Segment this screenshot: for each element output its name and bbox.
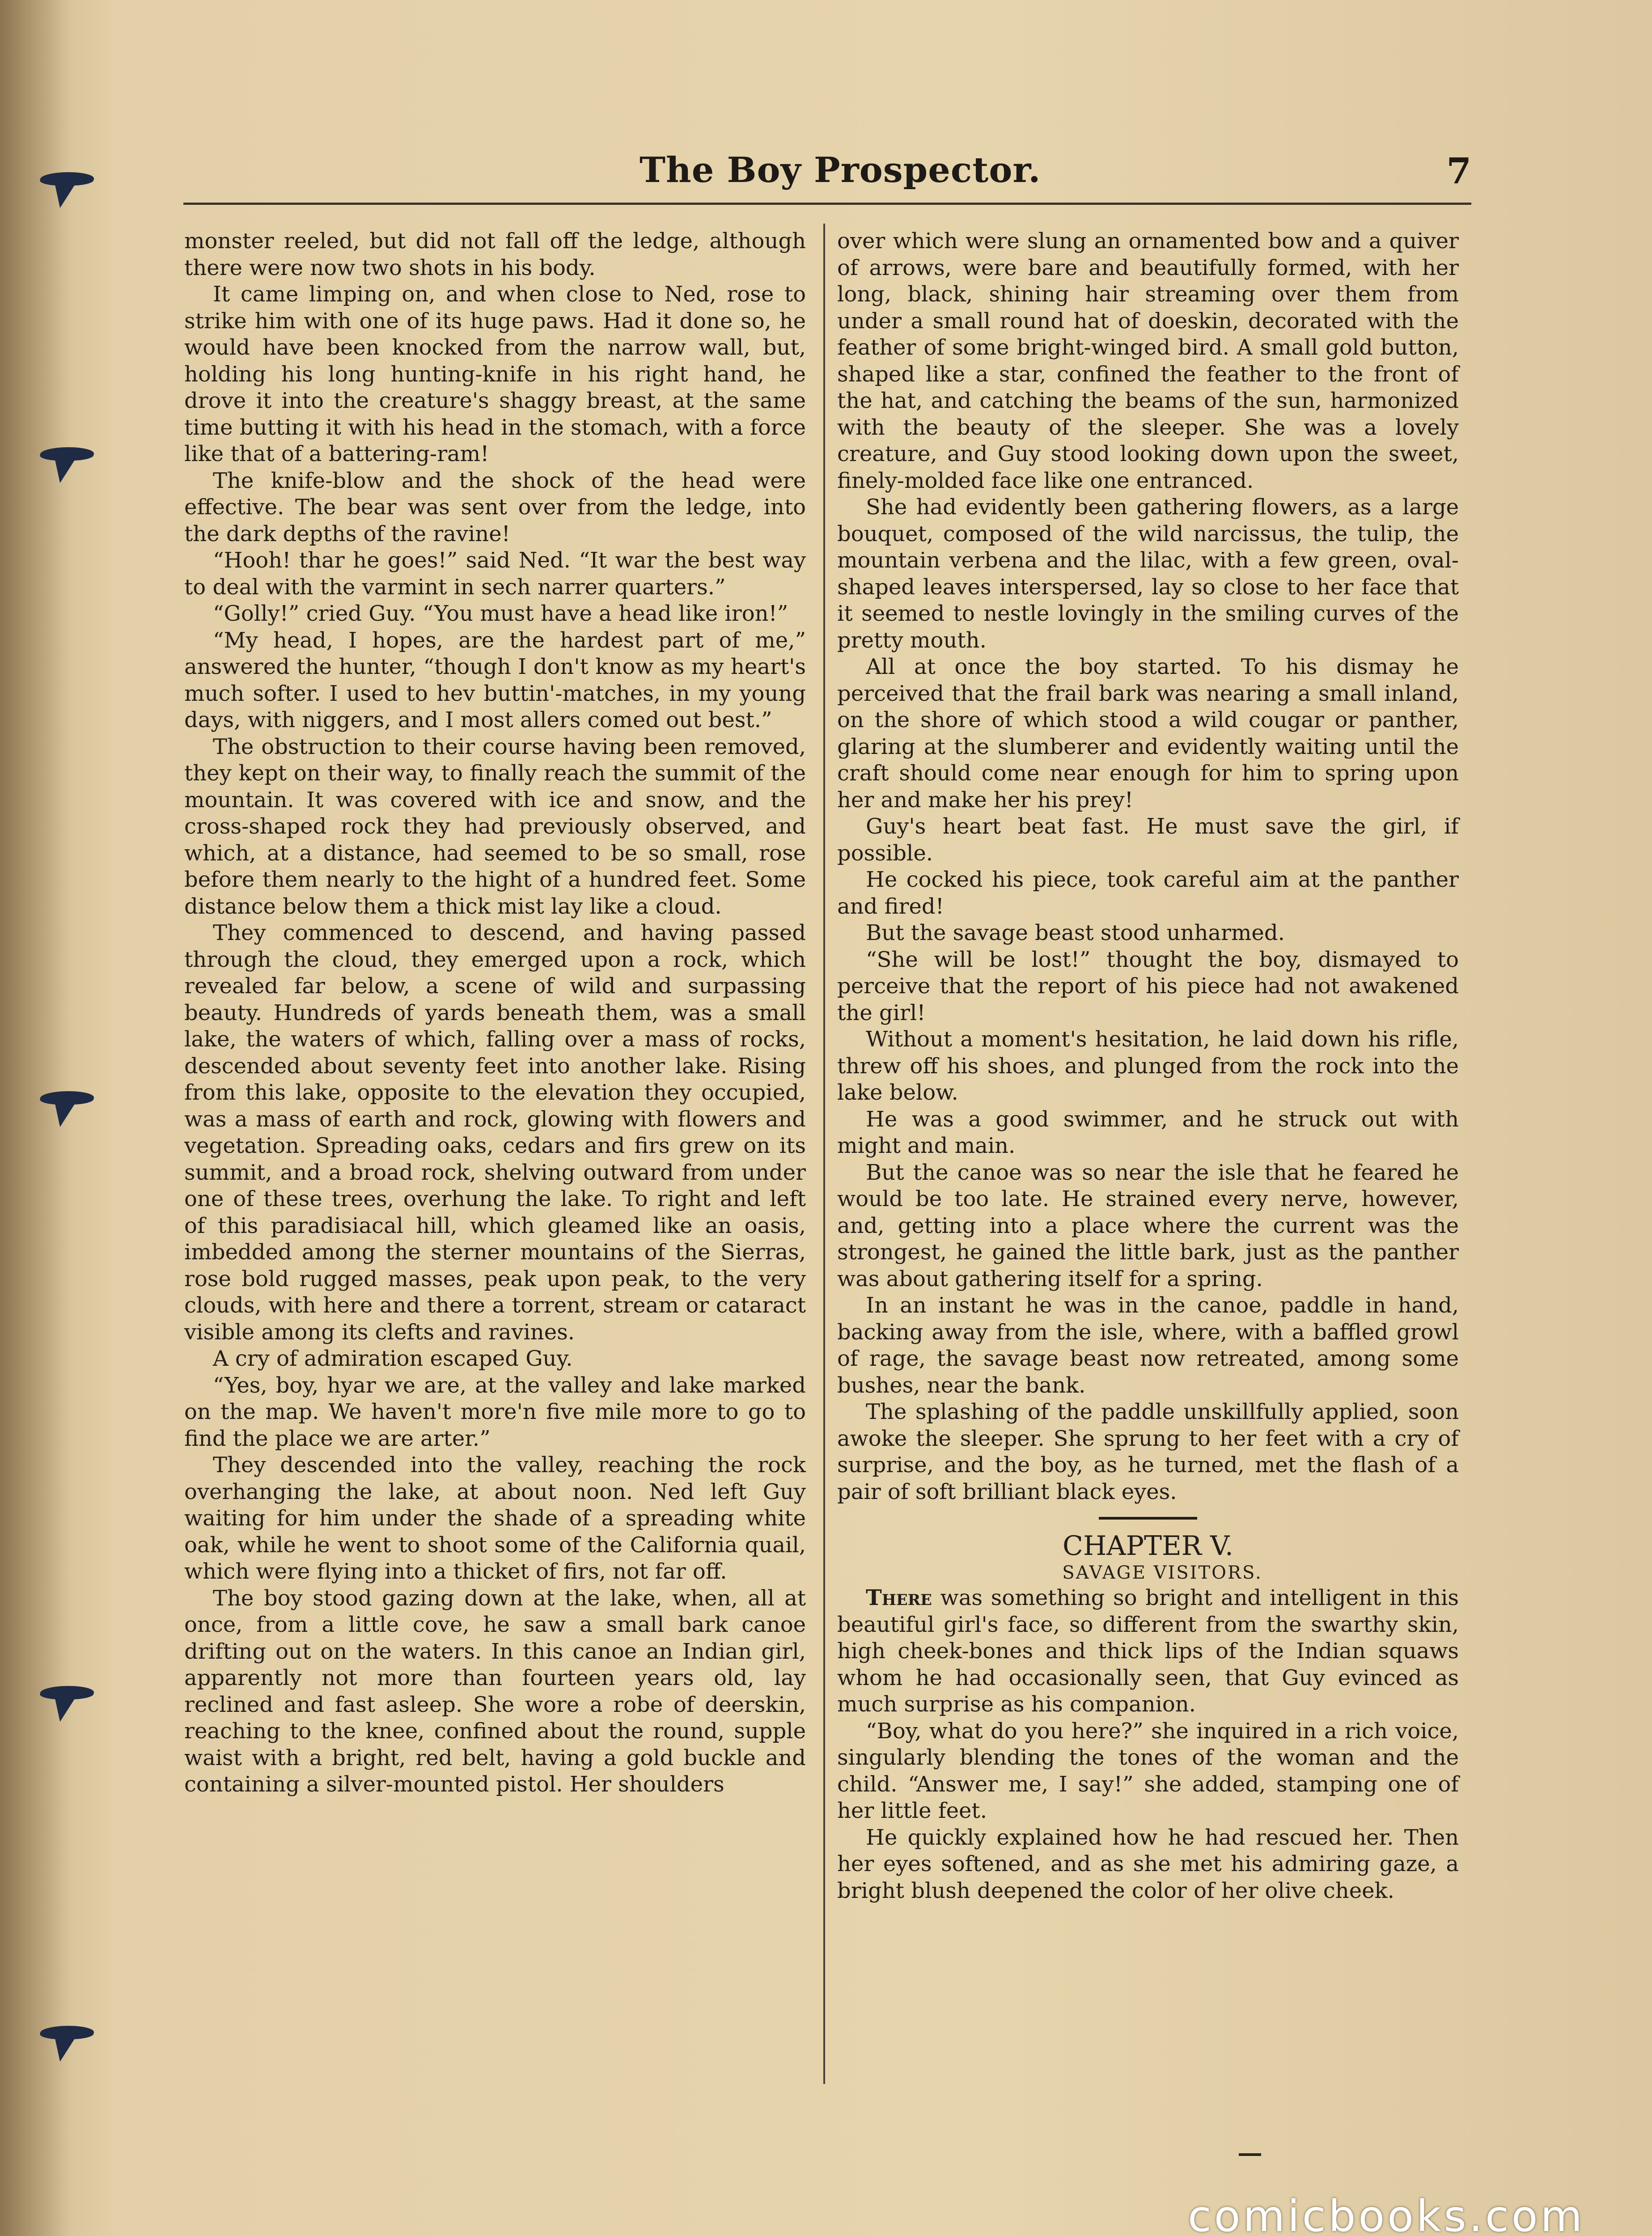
paragraph: All at once the boy started. To his dismay he perceived that the frail bark was nearing a small inland, on the shore of which stood a wild cougar or panther, glaring at the slumberer and evidently waiting until the craft should come near enough for him to spring upon her and make her his prey! xyxy=(837,654,1459,813)
paragraph: “My head, I hopes, are the hardest part of me,” answered the hunter, “though I don't know as my heart's much softer. I used to hev buttin'-matches, in my young days, with niggers, and I most allers comed out best.” xyxy=(184,627,806,733)
paragraph: “Boy, what do you here?” she inquired in a rich voice, singularly blending the tones of the woman and the child. “Answer me, I say!” she added, stamping one of her little feet. xyxy=(837,1718,1459,1823)
paragraph: A cry of admiration escaped Guy. xyxy=(213,1346,573,1371)
binding-stitch xyxy=(39,1686,95,1699)
binding-stitch xyxy=(39,2026,95,2039)
paragraph: Without a moment's hesitation, he laid down his rifle, threw off his shoes, and plunged from the rock into the lake below. xyxy=(837,1027,1459,1105)
paragraph: He was a good swimmer, and he struck out with might and main. xyxy=(837,1106,1459,1158)
opening-word: There xyxy=(866,1585,932,1610)
paragraph: The knife-blow and the shock of the head were effective. The bear was sent over from the ledge, into the dark depths of the ravine! xyxy=(184,468,806,546)
binding-stitch xyxy=(39,172,95,186)
paragraph: “Hooh! thar he goes!” said Ned. “It war the best way to deal with the varmint in sech narrer quarters.” xyxy=(184,548,806,600)
paragraph: But the savage beast stood unharmed. xyxy=(866,920,1285,945)
header-rule xyxy=(183,203,1471,205)
section-rule xyxy=(1099,1517,1197,1520)
paragraph: “Golly!” cried Guy. “You must have a head like iron!” xyxy=(213,601,788,626)
left-column xyxy=(184,228,806,1798)
paragraph: The splashing of the paddle unskillfully applied, soon awoke the sleeper. She sprung to her feet with a cry of surprise, and the boy, as he turned, met the flash of a pair of soft brilliant black eyes. xyxy=(837,1399,1459,1504)
end-dash xyxy=(1239,2153,1261,2156)
column-divider xyxy=(823,224,825,2084)
chapter-opening-paragraph xyxy=(837,1585,1459,1718)
paragraph: It came limping on, and when close to Ned, rose to strike him with one of its huge paws. Had it done so, he would have been knocked from the narrow wall, but, holding his long hunting-knife in his right hand, he drove it into the creature's shaggy breast, at the same time butting it with his head in the stomach, with a force like that of a battering-ram! xyxy=(184,282,806,466)
paragraph: They commenced to descend, and having passed through the cloud, they emerged upon a rock, which revealed far below, a scene of wild and surpassing beauty. Hundreds of yards beneath them, was a small lake, the waters of which, falling over a mass of rocks, descended about seventy feet into another lake. Rising from this lake, opposite to the elevation they occupied, was a mass of earth and rock, glowing with flowers and vegetation. Spreading oaks, cedars and firs grew on its summit, and a broad rock, shelving outward from under one of these trees, overhung the lake. To right and left of this paradisiacal hill, which gleamed like an oasis, imbedded among the sterner mountains of the Sierras, rose bold rugged masses, peak upon peak, to the very clouds, with here and there a torrent, stream or cataract visible among its clefts and ravines. xyxy=(184,920,806,1345)
chapter-subtitle: SAVAGE VISITORS. xyxy=(1062,1563,1262,1583)
paragraph: “Yes, boy, hyar we are, at the valley and lake marked on the map. We haven't more'n five mile more to go to find the place we are arter.” xyxy=(184,1372,806,1451)
paragraph: He cocked his piece, took careful aim at the panther and fired! xyxy=(837,867,1459,919)
paragraph: “She will be lost!” thought the boy, dismayed to perceive that the report of his piece had not awakened the girl! xyxy=(837,947,1459,1025)
opening-text: was something so bright and intelligent in this beautiful girl's face, so different from the swarthy skin, high cheek-bones and thick lips of the Indian squaws whom he had occasionally seen, that Guy evinced as much surprise as his companion. xyxy=(837,1585,1459,1717)
chapter-heading: CHAPTER V. xyxy=(1063,1530,1233,1562)
page-number: 7 xyxy=(1446,150,1471,192)
paragraph: They descended into the valley, reaching the rock overhanging the lake, at about noon. Ned left Guy waiting for him under the shade of a spreading white oak, while he went to shoot some of the California quail, which were flying into a thicket of firs, not far off. xyxy=(184,1453,806,1584)
running-header xyxy=(183,150,1471,203)
paragraph: Guy's heart beat fast. He must save the girl, if possible. xyxy=(837,814,1459,866)
site-watermark: comicbooks.com xyxy=(1187,2191,1585,2236)
paragraph: monster reeled, but did not fall off the ledge, although there were now two shots in his body. xyxy=(184,229,806,280)
binding-stitch xyxy=(39,1091,95,1105)
running-title: The Boy Prospector. xyxy=(640,150,1041,191)
paragraph: He quickly explained how he had rescued her. Then her eyes softened, and as she met his admiring gaze, a bright blush deepened the color of her olive cheek. xyxy=(837,1825,1459,1903)
paragraph: But the canoe was so near the isle that he feared he would be too late. He strained every nerve, however, and, getting into a place where the current was the strongest, he gained the little bark, just as the panther was about gathering itself for a spring. xyxy=(837,1160,1459,1292)
paragraph: over which were slung an ornamented bow and a quiver of arrows, were bare and beautifully formed, with her long, black, shining hair streaming over them from under a small round hat of doeskin, decorated with the feather of some bright-winged bird. A small gold button, shaped like a star, confined the feather to the front of the hat, and catching the beams of the sun, harmonized with the beauty of the sleeper. She was a lovely creature, and Guy stood looking down upon the sweet, finely-molded face like one entranced. xyxy=(837,229,1459,493)
paragraph: The boy stood gazing down at the lake, when, all at once, from a little cove, he saw a small bark canoe drifting out on the waters. In this canoe an Indian girl, apparently not more than fourteen years old, lay reclined and fast asleep. She wore a robe of deerskin, reaching to the knee, confined about the round, supple waist with a bright, red belt, having a gold buckle and containing a silver-mounted pistol. Her shoulders xyxy=(184,1585,806,1797)
paragraph: She had evidently been gathering flowers, as a large bouquet, composed of the wild narcissus, the tulip, the mountain verbena and the lilac, with a few green, oval-shaped leaves interspersed, lay so close to her face that it seemed to nestle lovingly in the smiling curves of the pretty mouth. xyxy=(837,495,1459,653)
right-column xyxy=(837,228,1459,1904)
binding-stitch xyxy=(39,447,95,461)
paragraph: In an instant he was in the canoe, paddle in hand, backing away from the isle, where, with a baffled growl of rage, the savage beast now retreated, among some bushes, near the bank. xyxy=(837,1293,1459,1398)
paragraph: The obstruction to their course having been removed, they kept on their way, to finally reach the summit of the mountain. It was covered with ice and snow, and the cross-shaped rock they had previously observed, and which, at a distance, had seemed to be so small, rose before them nearly to the hight of a hundred feet. Some distance below them a thick mist lay like a cloud. xyxy=(184,734,806,919)
